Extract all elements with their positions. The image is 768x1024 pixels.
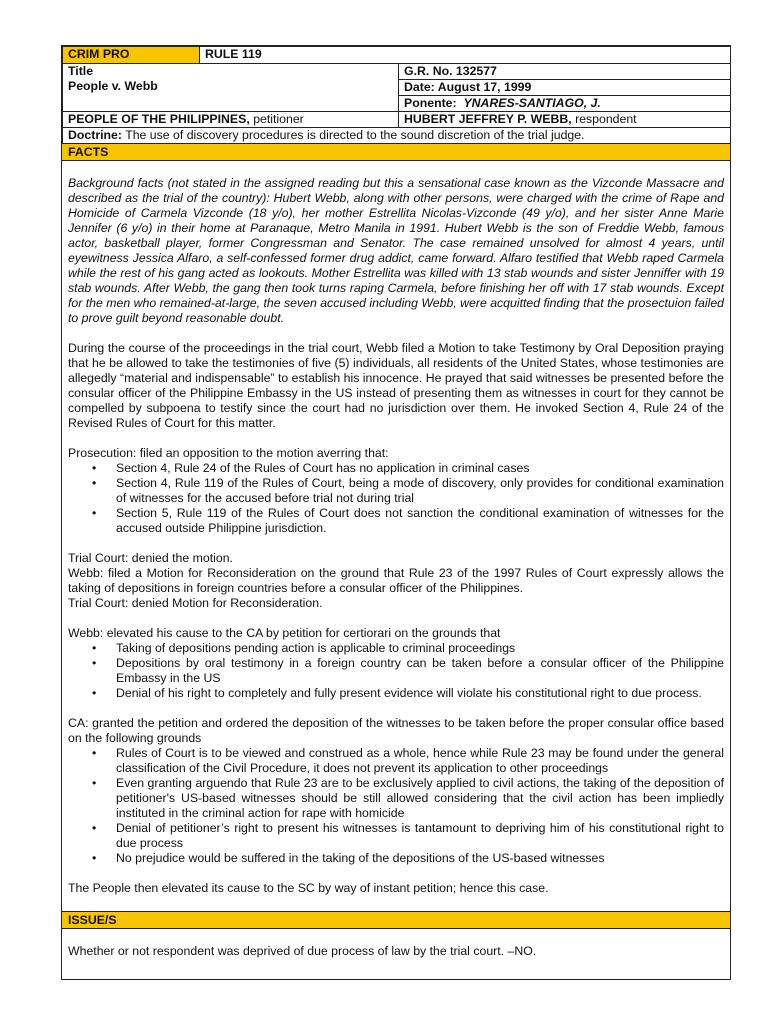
doctrine-cell [63, 128, 731, 144]
list-item: • Section 4, Rule 24 of the Rules of Court has no application in criminal cases [116, 461, 724, 476]
case-digest-sheet [61, 45, 731, 980]
respondent-name: HUBERT JEFFREY P. WEBB, [404, 112, 572, 126]
decision-date: Date: August 17, 1999 [404, 80, 532, 94]
list-item: • Section 5, Rule 119 of the Rules of Court does not sanction the conditional examination of witnesses for the accused outside Philippine jurisdiction. [116, 506, 724, 536]
rule-cell [200, 47, 731, 64]
doctrine-label: Doctrine: [68, 128, 122, 142]
list-item: • Even granting arguendo that Rule 23 are to be exclusively applied to civil actions, the taking of the deposition of petitioner's US-based witnesses should be still allowed considering that the civil action has been impliedly instituted in the criminal action for rape with homicide [116, 776, 724, 821]
issue-text: Whether or not respondent was deprived of due process of law by the trial court. –NO. [68, 944, 537, 958]
webb-ca-list [62, 641, 730, 701]
list-item: • No prejudice would be suffered in the taking of the depositions of the US-based witnesses [116, 851, 724, 866]
subject-label: CRIM PRO [68, 47, 130, 61]
closing-statement: The People then elevated its cause to the SC by way of instant petition; hence this case. [68, 881, 549, 895]
issues-heading: ISSUE/S [62, 911, 730, 929]
prosecution-intro: Prosecution: filed an opposition to the motion averring that: [68, 446, 389, 460]
title-cell [63, 64, 399, 112]
list-item: • Depositions by oral testimony in a foreign country can be taken before a consular officer of the Philippine Embassy in the US [116, 656, 724, 686]
subject-cell [63, 47, 200, 64]
list-item: • Rules of Court is to be viewed and construed as a whole, hence while Rule 23 may be found under the general classification of the Civil Procedure, it does not prevent its application to other proceedings [116, 746, 724, 776]
respondent-cell [399, 112, 731, 128]
list-item: • Denial of his right to completely and fully present evidence will violate his constitutional right to due process. [116, 686, 724, 701]
ca-intro: CA: granted the petition and ordered the deposition of the witnesses to be taken before the proper consular office based on the following grounds [68, 716, 724, 745]
prosecution-list [62, 461, 730, 536]
date-cell [399, 80, 731, 96]
trial-court-denial: Trial Court: denied Motion for Reconsideration. [68, 596, 323, 610]
gr-no-cell [399, 64, 731, 80]
petitioner-cell [63, 112, 399, 128]
case-header-table [62, 46, 731, 144]
facts-heading: FACTS [62, 144, 730, 161]
gr-number: G.R. No. 132577 [404, 64, 497, 78]
ponente-label: Ponente: [404, 96, 457, 110]
trial-court-ruling: Trial Court: denied the motion. [68, 551, 233, 565]
list-item: • Denial of petitioner’s right to present his witnesses is tantamount to depriving him of his constitutional right to due process [116, 821, 724, 851]
list-item: • Taking of depositions pending action is applicable to criminal proceedings [116, 641, 724, 656]
case-title: People v. Webb [68, 79, 158, 93]
petitioner-name: PEOPLE OF THE PHILIPPINES, [68, 112, 250, 126]
webb-motion-reconsideration: Webb: filed a Motion for Reconsideration on the ground that Rule 23 of the 1997 Rules of Court expressly allows the taking of depositions in foreign countries before a consular officer of the Philippines. [68, 566, 724, 595]
facts-section [62, 161, 730, 911]
ponente-name: YNARES-SANTIAGO, J. [463, 96, 601, 110]
facts-paragraph: During the course of the proceedings in the trial court, Webb filed a Motion to take Testimony by Oral Deposition praying that he be allowed to take the testimonies of five (5) individuals, all residents of the United States, whose testimonies are allegedly “material and indispensable” to establish his innocence. He prayed that said witnesses be presented before the consular officer of the Philippine Embassy in the US instead of presenting them as witnesses in court for they cannot be compelled by subpoena to testify since the court had no jurisdiction over them. He invoked Section 4, Rule 24 of the Revised Rules of Court for this matter. [68, 341, 724, 430]
doctrine-text: The use of discovery procedures is directed to the sound discretion of the trial judge. [125, 128, 585, 142]
ponente-cell [399, 96, 731, 112]
respondent-role: respondent [575, 112, 637, 126]
petitioner-role: petitioner [253, 112, 304, 126]
rule-label: RULE 119 [205, 47, 262, 61]
ca-grounds-list [62, 746, 730, 866]
title-label: Title [68, 64, 94, 78]
list-item: • Section 4, Rule 119 of the Rules of Court, being a mode of discovery, only provides for conditional examination of witnesses for the accused before trial not during trial [116, 476, 724, 506]
webb-ca-intro: Webb: elevated his cause to the CA by petition for certiorari on the grounds that [68, 626, 501, 640]
background-facts: Background facts (not stated in the assigned reading but this a sensational case known as the Vizconde Massacre and described as the trial of the country): Hubert Webb, along with other persons, were charged with the crime of Rape and Homicide of Carmela Vizconde (18 y/o), her mother Estrellita Nicolas-Vizconde (49 y/o), and her sister Anne Marie Jennifer (6 y/o) in their home at Paranaque, Metro Manila in 1991. Hubert Webb is the son of Freddie Webb, famous actor, basketball player, former Congressman and Senator. The case remained unsolved for almost 4 years, until eyewitness Jessica Alfaro, a self-confessed former drug addict, came forward. Alfaro testified that Webb raped Carmela while the rest of his gang acted as lookouts. Mother Estrellita was killed with 13 stab wounds and sister Jenniffer with 19 stab wounds. After Webb, the gang then took turns raping Carmela, before finishing her off with 17 stab wounds. Except for the men who remained-at-large, the seven accused including Webb, were acquitted finding that the prosectuion failed to prove guilt beyond reasonable doubt. [68, 176, 724, 325]
issues-section [62, 929, 730, 959]
